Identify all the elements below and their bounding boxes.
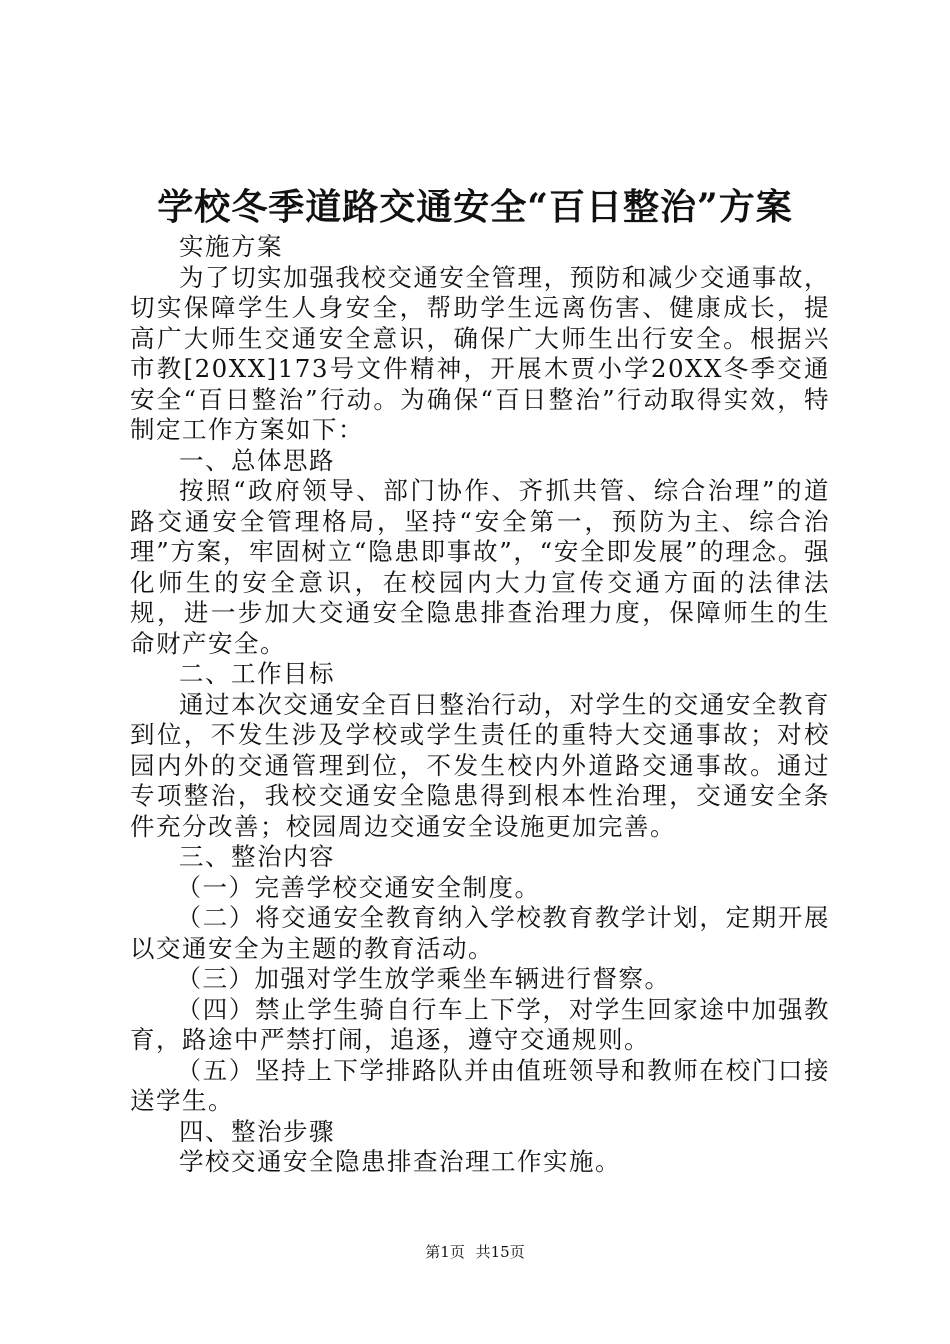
page-total: 共15页 [475,1243,525,1261]
list-item-3: （三）加强对学生放学乘坐车辆进行督察。 [176,964,671,993]
paragraph-intro-heading: 实施方案 [179,232,283,261]
paragraph-section-1: 按照“政府领导、部门协作、齐抓共管、综合治理”的道路交通安全管理格局，坚持“安全第一，预防为主、综合治理”方案，牢固树立“隐患即事故”，“安全即发展”的理念。强化师生的安全意识，在校园内大力宣传交通方面的法律法规，进一步加大交通安全隐患排查治理力度，保障师生的生命财产安全。 [130,476,830,658]
list-item-5: （五）坚持上下学排路队并由值班领导和教师在校门口接送学生。 [130,1055,830,1115]
section-heading-4: 四、整治步骤 [179,1116,335,1146]
section-heading-1: 一、总体思路 [179,445,335,475]
page-number: 第1页 [425,1243,465,1261]
paragraph-section-2: 通过本次交通安全百日整治行动，对学生的交通安全教育到位，不发生涉及学校或学生责任的重特大交通事故；对校园内外的交通管理到位，不发生校内外道路交通事故。通过专项整治，我校交通安全隐患得到根本性治理，交通安全条件充分改善；校园周边交通安全设施更加完善。 [130,689,830,841]
list-item-2: （二）将交通安全教育纳入学校教育教学计划，定期开展以交通安全为主题的教育活动。 [130,903,830,963]
page-footer [0,1242,950,1262]
paragraph-intro: 为了切实加强我校交通安全管理，预防和减少交通事故，切实保障学生人身安全，帮助学生远离伤害、健康成长，提高广大师生交通安全意识，确保广大师生出行安全。根据兴市教[20XX]173号文件精神，开展木贾小学20XX冬季交通安全“百日整治”行动。为确保“百日整治”行动取得实效，特制定工作方案如下： [130,262,830,444]
document-title: 学校冬季道路交通安全“百日整治”方案 [157,186,793,228]
paragraph-section-4: 学校交通安全隐患排查治理工作实施。 [179,1147,621,1176]
section-heading-2: 二、工作目标 [179,659,335,688]
list-item-1: （一）完善学校交通安全制度。 [176,872,541,902]
section-heading-3: 三、整治内容 [179,842,335,871]
document-body [130,232,830,1178]
list-item-4: （四）禁止学生骑自行车上下学，对学生回家途中加强教育，路途中严禁打闹，追逐，遵守交通规则。 [130,994,830,1054]
